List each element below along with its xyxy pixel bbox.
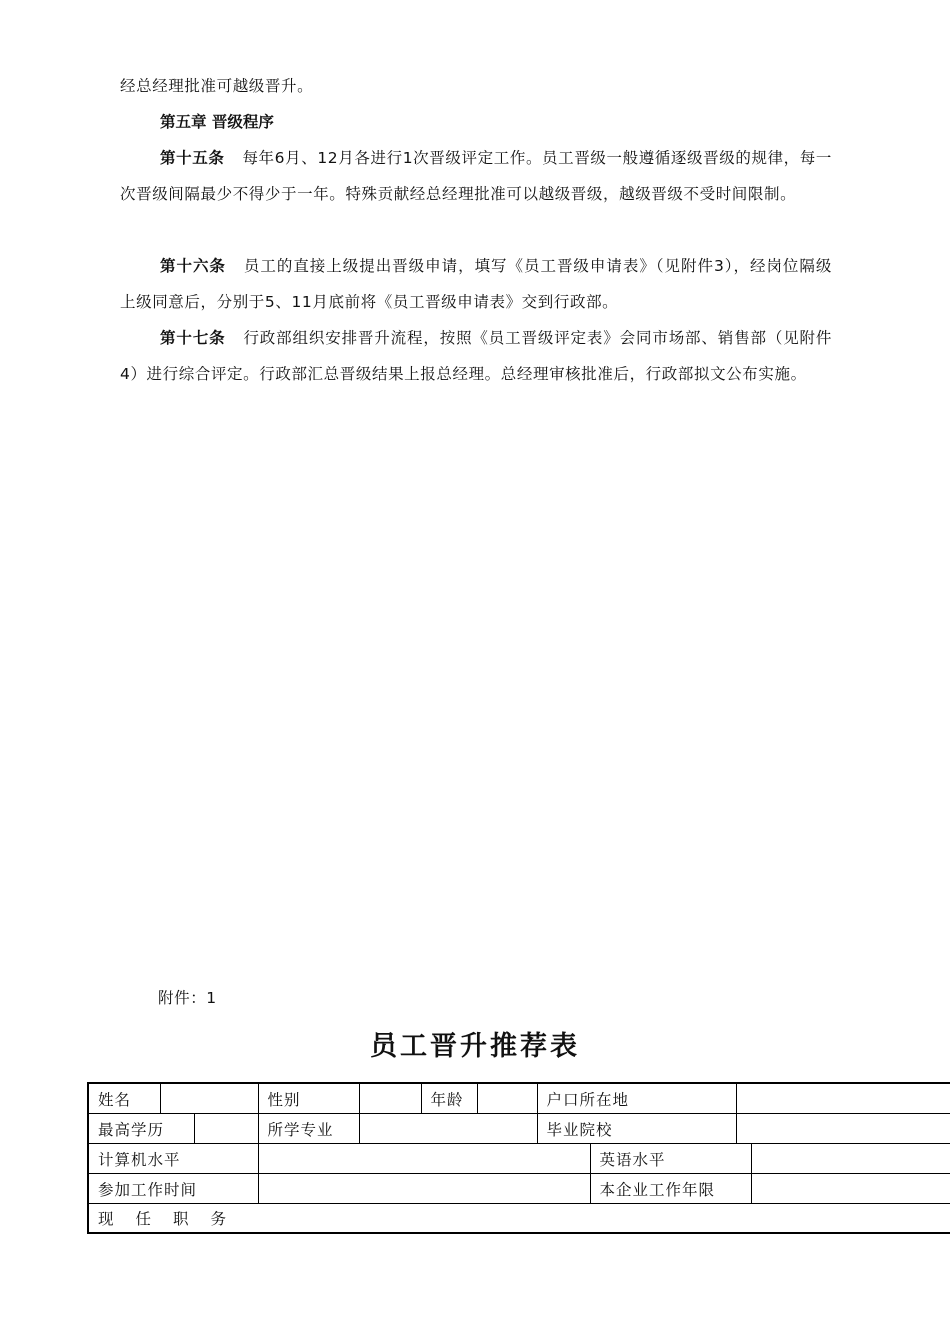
gender-label: 性别 bbox=[258, 1083, 359, 1114]
tenure-label: 本企业工作年限 bbox=[590, 1174, 751, 1204]
gender-field[interactable] bbox=[359, 1083, 421, 1114]
form-row-2 bbox=[88, 1114, 950, 1144]
article-15-text: 每年6月、12月各进行1次晋级评定工作。员工晋级一般遵循逐级晋级的规律，每一次晋级间隔最少不得少于一年。特殊贡献经总经理批准可以越级晋级，越级晋级不受时间限制。 bbox=[120, 149, 832, 203]
hukou-field[interactable] bbox=[736, 1083, 950, 1114]
computer-level-field[interactable] bbox=[258, 1144, 590, 1174]
current-position-label: 现 任 职 务 bbox=[88, 1204, 950, 1234]
name-field[interactable] bbox=[160, 1083, 258, 1114]
article-16-text: 员工的直接上级提出晋级申请，填写《员工晋级申请表》（见附件3），经岗位隔级上级同意后，分别于5、11月底前将《员工晋级申请表》交到行政部。 bbox=[120, 257, 832, 311]
english-level-field[interactable] bbox=[751, 1144, 950, 1174]
school-label: 毕业院校 bbox=[537, 1114, 736, 1144]
age-field[interactable] bbox=[477, 1083, 537, 1114]
form-title: 员工晋升推荐表 bbox=[370, 1031, 580, 1062]
major-label: 所学专业 bbox=[258, 1114, 359, 1144]
computer-level-label: 计算机水平 bbox=[88, 1144, 258, 1174]
tenure-field[interactable] bbox=[751, 1174, 950, 1204]
form-row-3 bbox=[88, 1144, 950, 1174]
promotion-recommendation-form bbox=[87, 1082, 950, 1234]
article-16-label: 第十六条 bbox=[160, 257, 226, 275]
chapter-heading: 第五章 晋级程序 bbox=[160, 113, 274, 131]
work-start-label: 参加工作时间 bbox=[88, 1174, 258, 1204]
article-16-paragraph bbox=[120, 248, 832, 320]
article-15-label: 第十五条 bbox=[160, 149, 225, 167]
hukou-label: 户口所在地 bbox=[537, 1083, 736, 1114]
education-field[interactable] bbox=[194, 1114, 258, 1144]
attachment-label: 附件：1 bbox=[158, 989, 217, 1007]
education-label: 最高学历 bbox=[88, 1114, 194, 1144]
major-field[interactable] bbox=[359, 1114, 537, 1144]
form-row-4 bbox=[88, 1174, 950, 1204]
school-field[interactable] bbox=[736, 1114, 950, 1144]
article-17-label: 第十七条 bbox=[160, 329, 226, 347]
name-label: 姓名 bbox=[88, 1083, 160, 1114]
work-start-field[interactable] bbox=[258, 1174, 590, 1204]
article-15-paragraph bbox=[120, 140, 832, 212]
article-17-paragraph bbox=[120, 320, 832, 392]
age-label: 年龄 bbox=[421, 1083, 477, 1114]
article-17-text: 行政部组织安排晋升流程，按照《员工晋级评定表》会同市场部、销售部（见附件4）进行综合评定。行政部汇总晋级结果上报总经理。总经理审核批准后，行政部拟文公布实施。 bbox=[120, 329, 833, 383]
continuation-paragraph: 经总经理批准可越级晋升。 bbox=[120, 77, 314, 95]
form-row-5 bbox=[88, 1204, 950, 1234]
english-level-label: 英语水平 bbox=[590, 1144, 751, 1174]
form-row-1 bbox=[88, 1083, 950, 1114]
